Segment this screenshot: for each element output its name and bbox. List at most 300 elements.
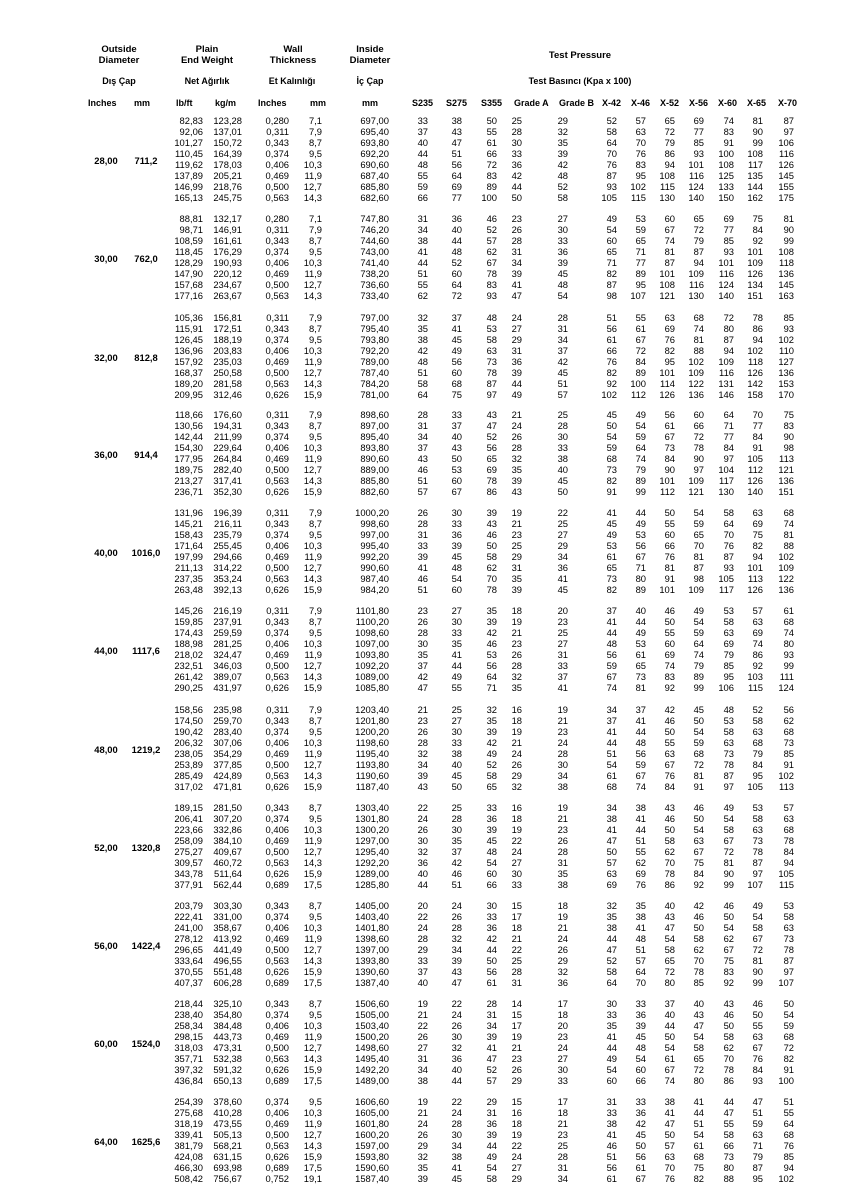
table-cell: 0,469 [265,748,289,760]
table-cell: 19 [511,726,522,738]
table-cell: 72 [664,966,675,978]
table-cell: 275,27 [174,846,203,858]
table-cell: 66 [606,345,617,357]
table-cell: 1600,20 [355,1129,389,1141]
table-cell: 43 [693,1009,704,1021]
table-cell: 76 [664,551,675,563]
table-cell: 98,71 [179,224,203,236]
table-cell: 26 [417,1031,428,1043]
table-cell: 47 [606,835,617,847]
table-cell: 35 [511,682,522,694]
table-cell: 28 [417,933,428,945]
table-cell: 0,406 [265,737,289,749]
table-cell: 91 [723,137,734,149]
table-cell: 93 [723,246,734,258]
table-cell: 126 [747,268,763,280]
table-cell: 45 [451,1173,462,1185]
table-cell: 101 [747,246,763,258]
table-cell: 324,47 [213,649,242,661]
unit-s235: S235 [412,98,434,108]
table-cell: 61 [783,605,794,616]
table-cell: 263,67 [213,290,242,302]
table-cell: 79 [752,1151,763,1163]
outside-diameter-mm: 1320,8 [131,841,161,853]
table-cell: 58 [723,616,734,628]
table-cell: 90 [723,868,734,880]
table-cell: 10,3 [303,1107,322,1119]
table-cell: 20 [557,605,568,616]
table-cell: 16 [511,704,522,715]
table-cell: 64 [635,442,646,454]
table-cell: 209,95 [174,389,203,401]
table-cell: 56 [635,748,646,760]
table-cell: 65 [664,955,675,967]
header-plain-end-weight-line1: Plain [195,44,219,55]
table-cell: 0,626 [265,682,289,694]
table-cell: 95 [635,279,646,291]
table-cell: 37 [417,126,428,138]
table-cell: 81 [664,246,675,258]
table-cell: 93 [752,1075,763,1087]
table-cell: 72 [693,224,704,236]
table-cell: 113 [779,453,794,465]
table-cell: 890,60 [360,453,389,465]
table-cell: 63 [783,922,794,934]
table-cell: 75 [723,955,734,967]
header-test-basinci: Test Basıncı (Kpa x 100) [528,76,632,86]
unit-weight-lbft: lb/ft [176,98,193,108]
table-cell: 12,7 [303,1129,322,1141]
table-cell: 34 [486,1020,497,1032]
table-cell: 236,71 [174,486,203,498]
table-cell: 18 [511,1118,522,1130]
table-cell: 68 [783,507,794,518]
table-cell: 37 [635,704,646,715]
table-cell: 30 [606,998,617,1009]
table-cell: 50 [693,813,704,825]
table-cell: 99 [723,879,734,891]
table-cell: 54 [606,431,617,443]
table-cell: 343,78 [174,868,203,880]
table-cell: 41 [417,246,428,258]
table-cell: 307,20 [213,813,242,825]
table-cell: 62 [664,846,675,858]
table-cell: 64 [606,137,617,149]
table-cell: 100 [718,148,734,160]
table-cell: 99 [783,660,794,672]
table-cell: 54 [693,507,704,518]
table-cell: 211,13 [175,562,203,574]
table-cell: 34 [417,1064,428,1076]
table-cell: 80 [664,977,675,989]
table-cell: 39 [486,1031,497,1043]
table-cell: 99 [752,137,763,149]
table-cell: 65 [693,1053,704,1065]
table-cell: 58 [486,551,497,563]
table-cell: 69 [693,115,704,126]
table-cell: 17 [511,911,522,923]
table-cell: 69 [606,879,617,891]
table-cell: 53 [723,715,734,727]
table-cell: 46 [723,900,734,911]
table-cell: 36 [511,159,522,171]
table-cell: 93 [486,290,497,302]
table-cell: 25 [511,955,522,967]
table-cell: 47 [486,1053,497,1065]
table-cell: 37 [606,715,617,727]
table-cell: 178,03 [213,159,242,171]
table-cell: 8,7 [308,802,322,813]
table-cell: 333,64 [174,955,203,967]
table-cell: 30 [417,835,428,847]
table-cell: 145,26 [174,605,203,616]
table-cell: 56 [486,442,497,454]
table-cell: 92 [752,235,763,247]
table-cell: 12,7 [303,464,322,476]
table-cell: 259,70 [213,715,242,727]
table-cell: 116 [779,148,794,160]
table-cell: 35 [635,900,646,911]
table-cell: 7,9 [308,409,322,420]
table-cell: 22 [417,911,428,923]
table-cell: 77 [635,257,646,269]
table-cell: 27 [417,1042,428,1054]
table-cell: 1605,00 [355,1107,389,1119]
table-cell: 0,469 [265,1031,289,1043]
table-cell: 41 [606,616,617,628]
size-group [0,1097,850,1185]
table-cell: 92 [664,682,675,694]
table-cell: 58 [752,813,763,825]
size-group [0,313,850,401]
table-cell: 171,64 [174,540,203,552]
outside-diameter-mm: 1117,6 [132,644,160,656]
table-cell: 1297,00 [355,835,389,847]
table-cell: 346,03 [213,660,242,672]
table-row [0,193,850,204]
table-cell: 46 [486,213,497,224]
table-cell: 50 [511,192,522,204]
table-cell: 45 [606,518,617,530]
table-cell: 48 [635,933,646,945]
table-cell: 25 [557,518,568,530]
unit-x46: X-46 [631,98,651,108]
table-cell: 44 [606,933,617,945]
table-cell: 29 [557,115,568,126]
header-wall-thickness-line1: Wall [283,44,303,55]
table-cell: 14,3 [303,955,322,967]
table-cell: 68 [783,616,794,628]
table-cell: 26 [417,824,428,836]
table-cell: 91 [606,486,617,498]
table-cell: 89 [635,268,646,280]
table-cell: 38 [606,922,617,934]
table-cell: 32 [557,126,568,138]
table-cell: 44 [693,1107,704,1119]
table-cell: 1503,40 [355,1020,389,1032]
table-cell: 0,406 [265,540,289,552]
table-cell: 33 [557,1075,568,1087]
table-cell: 1405,00 [355,900,389,911]
table-cell: 121 [778,464,794,476]
table-cell: 1505,00 [355,1009,389,1021]
table-cell: 32 [511,453,522,465]
table-cell: 59 [693,518,704,530]
table-cell: 175 [778,192,794,204]
table-cell: 1393,80 [355,955,389,967]
table-cell: 263,48 [174,584,203,596]
table-cell: 27 [511,857,522,869]
table-cell: 8,7 [308,998,322,1009]
table-cell: 73 [486,356,497,368]
table-cell: 35 [606,911,617,923]
table-cell: 137,01 [213,126,242,138]
table-cell: 45 [486,835,497,847]
table-cell: 35 [417,323,428,335]
table-cell: 48 [486,846,497,858]
table-cell: 94 [664,159,675,171]
table-cell: 77 [723,431,734,443]
table-cell: 0,563 [265,671,289,683]
table-row [0,782,850,793]
table-cell: 10,3 [303,159,322,171]
table-cell: 10,3 [303,540,322,552]
table-cell: 9,5 [308,813,322,825]
table-cell: 14,3 [303,671,322,683]
table-cell: 1590,60 [355,1162,389,1174]
header-test-pressure: Test Pressure [548,50,612,61]
table-cell: 45 [693,704,704,715]
table-cell: 165,13 [174,192,203,204]
table-cell: 40 [693,998,704,1009]
table-cell: 70 [664,857,675,869]
table-cell: 15,9 [303,389,322,401]
table-cell: 33 [511,148,522,160]
table-cell: 22 [417,1020,428,1032]
table-cell: 64 [635,966,646,978]
table-cell: 17 [557,998,568,1009]
table-cell: 188,19 [213,334,242,346]
table-cell: 31 [606,1096,617,1107]
table-cell: 14,3 [303,857,322,869]
table-cell: 63 [752,726,763,738]
table-cell: 26 [511,224,522,236]
table-cell: 101 [688,159,704,171]
table-cell: 0,374 [265,431,289,443]
table-cell: 0,374 [265,246,289,258]
table-cell: 48 [635,737,646,749]
table-cell: 107 [747,879,763,891]
table-cell: 71 [723,420,734,432]
table-cell: 39 [486,507,497,518]
table-cell: 84 [635,356,646,368]
table-cell: 20 [557,1020,568,1032]
table-cell: 19 [511,507,522,518]
table-cell: 62 [635,857,646,869]
table-cell: 110 [779,345,794,357]
table-cell: 46 [664,715,675,727]
table-cell: 75 [783,409,794,420]
table-cell: 24 [417,922,428,934]
table-cell: 48 [417,356,428,368]
table-cell: 0,280 [265,115,289,126]
table-cell: 56 [606,649,617,661]
table-cell: 77 [451,192,462,204]
table-cell: 0,469 [265,356,289,368]
table-cell: 190,93 [213,257,242,269]
table-cell: 741,40 [360,257,389,269]
table-cell: 32 [451,933,462,945]
table-cell: 87 [752,857,763,869]
table-cell: 44 [635,726,646,738]
table-cell: 63 [752,1129,763,1141]
table-cell: 75 [752,213,763,224]
table-cell: 0,406 [265,159,289,171]
unit-weight-kgm: kg/m [215,98,237,108]
table-cell: 784,20 [360,378,389,390]
table-cell: 126 [747,584,763,596]
table-cell: 67 [723,835,734,847]
table-cell: 72 [664,126,675,138]
table-cell: 98 [783,442,794,454]
table-cell: 789,00 [360,356,389,368]
table-cell: 124 [688,181,704,193]
table-cell: 27 [511,323,522,335]
table-cell: 50 [664,1031,675,1043]
table-cell: 31 [511,246,522,258]
table-cell: 69 [723,638,734,650]
table-cell: 331,00 [213,911,242,923]
table-cell: 50 [486,115,497,126]
table-cell: 1398,60 [355,933,389,945]
table-cell: 62 [417,290,428,302]
table-cell: 797,00 [360,312,389,323]
table-cell: 56 [486,660,497,672]
table-cell: 53 [752,802,763,813]
table-cell: 0,311 [266,409,289,420]
table-cell: 33 [451,409,462,420]
table-cell: 49 [635,409,646,420]
table-cell: 14,3 [303,573,322,585]
table-cell: 93 [783,649,794,661]
unit-grade-b: Grade B [559,98,595,108]
unit-x56: X-56 [689,98,709,108]
table-cell: 41 [606,726,617,738]
table-cell: 46 [752,998,763,1009]
table-cell: 84 [664,781,675,793]
table-cell: 15 [511,900,522,911]
table-cell: 102 [747,345,763,357]
table-cell: 145,21 [174,518,203,530]
table-cell: 41 [606,824,617,836]
table-cell: 44 [606,627,617,639]
table-cell: 71 [486,682,497,694]
table-cell: 61 [486,137,497,149]
table-cell: 998,60 [360,518,389,530]
table-cell: 89 [635,475,646,487]
table-cell: 258,34 [174,1020,203,1032]
table-cell: 0,500 [265,759,289,771]
table-cell: 157,92 [174,356,203,368]
table-cell: 21 [557,922,568,934]
table-cell: 0,626 [265,868,289,880]
table-cell: 115 [779,879,794,891]
table-cell: 431,97 [213,682,242,694]
table-cell: 14,3 [303,378,322,390]
table-cell: 0,469 [265,268,289,280]
table-cell: 61 [606,1173,617,1185]
table-cell: 39 [451,540,462,552]
table-cell: 67 [723,944,734,956]
table-cell: 14,3 [303,192,322,204]
table-cell: 987,40 [360,573,389,585]
table-cell: 275,68 [174,1107,203,1119]
table-cell: 41 [606,1031,617,1043]
table-cell: 7,9 [308,704,322,715]
table-cell: 1198,60 [355,737,389,749]
table-cell: 29 [511,770,522,782]
table-cell: 60 [451,475,462,487]
table-cell: 65 [635,235,646,247]
table-cell: 697,00 [360,115,389,126]
table-cell: 54 [693,616,704,628]
table-cell: 756,67 [213,1173,242,1185]
table-cell: 45 [451,770,462,782]
table-cell: 151 [778,486,794,498]
table-cell: 27 [557,213,568,224]
table-cell: 153 [778,378,794,390]
table-cell: 28 [557,846,568,858]
table-cell: 23 [511,638,522,650]
table-cell: 43 [417,453,428,465]
table-cell: 65 [606,562,617,574]
table-row [0,585,850,596]
table-cell: 58 [723,1129,734,1141]
table-cell: 84 [752,431,763,443]
table-cell: 12,7 [303,944,322,956]
table-cell: 101 [659,584,675,596]
table-cell: 61 [664,1053,675,1065]
table-cell: 73 [606,573,617,585]
table-cell: 235,03 [213,356,242,368]
table-cell: 41 [557,573,568,585]
table-cell: 53 [635,529,646,541]
table-cell: 42 [693,900,704,911]
table-cell: 29 [511,1173,522,1185]
table-cell: 131 [718,378,734,390]
table-cell: 693,98 [213,1162,242,1174]
table-cell: 43 [664,911,675,923]
table-row [0,978,850,989]
table-cell: 49 [723,802,734,813]
table-cell: 0,343 [265,137,289,149]
table-cell: 60 [693,409,704,420]
table-cell: 693,80 [360,137,389,149]
table-cell: 125 [718,170,734,182]
table-cell: 40 [557,464,568,476]
table-cell: 42 [417,671,428,683]
table-cell: 26 [557,944,568,956]
table-cell: 23 [557,726,568,738]
header-wall-thickness [258,44,328,66]
table-cell: 1193,80 [355,759,389,771]
table-cell: 50 [557,486,568,498]
table-cell: 11,9 [304,170,322,182]
table-cell: 15,9 [303,966,322,978]
table-cell: 49 [451,671,462,683]
table-cell: 58 [486,770,497,782]
table-cell: 69 [752,518,763,530]
